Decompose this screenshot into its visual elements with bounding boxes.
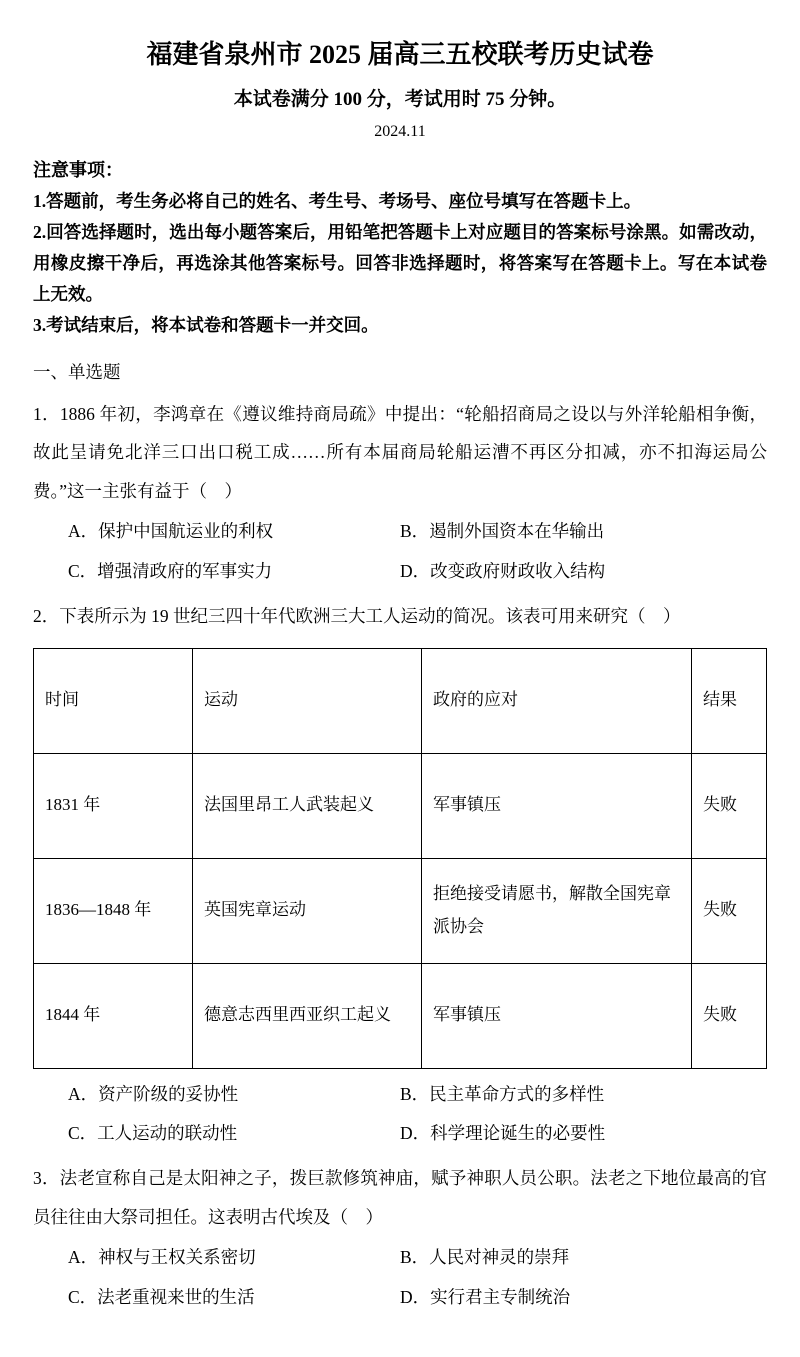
workers-movements-table (33, 648, 767, 1069)
question-1-options (33, 512, 767, 591)
question-1-option-d: D．改变政府财政收入结构 (400, 560, 606, 581)
paper-subtitle: 本试卷满分 100 分，考试用时 75 分钟。 (233, 88, 567, 110)
question-2-text: 2．下表所示为 19 世纪三四十年代欧洲三大工人运动的简况。该表可用来研究（ ） (33, 606, 681, 627)
table-cell-movement: 英国宪章运动 (193, 858, 422, 963)
table-row-1844 (34, 963, 767, 1068)
table-cell-result: 失败 (692, 858, 767, 963)
table-cell-result: 失败 (692, 753, 767, 858)
table-header-time: 时间 (34, 648, 193, 753)
question-1-option-b: B．遏制外国资本在华输出 (400, 521, 605, 542)
section-heading-single-choice: 一、单选题 (33, 361, 121, 382)
table-cell-result: 失败 (692, 963, 767, 1068)
question-3-option-b: B．人民对神灵的崇拜 (400, 1247, 570, 1268)
table-cell-response: 拒绝接受请愿书，解散全国宪章派协会 (422, 858, 692, 963)
table-cell-time: 1844 年 (34, 963, 193, 1068)
question-2-option-c: C．工人运动的联动性 (68, 1122, 238, 1143)
question-1-option-c: C．增强清政府的军事实力 (68, 560, 273, 581)
table-cell-response: 军事镇压 (422, 753, 692, 858)
table-header-row (34, 648, 767, 753)
question-2-options (33, 1075, 767, 1154)
table-header-movement: 运动 (193, 648, 422, 753)
question-1-option-a: A．保护中国航运业的利权 (68, 521, 274, 542)
question-3-option-a: A．神权与王权关系密切 (68, 1247, 256, 1268)
question-2-option-b: B．民主革命方式的多样性 (400, 1083, 605, 1104)
table-cell-movement: 法国里昂工人武装起义 (193, 753, 422, 858)
question-1-text: 1．1886 年初，李鸿章在《遵议维持商局疏》中提出：“轮船招商局之设以与外洋轮船相争衡，故此呈请免北洋三口出口税工成……所有本届商局轮船运漕不再区分扣减，亦不扣海运局公费。”这一主张有益于（ ） (33, 403, 767, 501)
table-row-1831 (34, 753, 767, 858)
table-cell-time: 1831 年 (34, 753, 193, 858)
table-cell-response: 军事镇压 (422, 963, 692, 1068)
paper-title: 福建省泉州市 2025 届高三五校联考历史试卷 (146, 40, 654, 69)
question-3-option-c: C．法老重视来世的生活 (68, 1286, 255, 1307)
question-3-option-d: D．实行君主专制统治 (400, 1286, 571, 1307)
question-2-option-d: D．科学理论诞生的必要性 (400, 1122, 606, 1143)
table-row-1836-1848 (34, 858, 767, 963)
question-3-text: 3．法老宣称自己是太阳神之子，拨巨款修筑神庙，赋予神职人员公职。法老之下地位最高的官员往往由大祭司担任。这表明古代埃及（ ） (33, 1168, 767, 1227)
table-cell-time: 1836—1848 年 (34, 858, 193, 963)
notice-item-2: 2.回答选择题时，选出每小题答案后，用铅笔把答题卡上对应题目的答案标号涂黑。如需改动，用橡皮擦干净后，再选涂其他答案标号。回答非选择题时，将答案写在答题卡上。写在本试卷上无效。 (33, 222, 767, 305)
notice-item-1: 1.答题前，考生务必将自己的姓名、考生号、考场号、座位号填写在答题卡上。 (33, 190, 642, 211)
table-header-result: 结果 (692, 648, 767, 753)
paper-date: 2024.11 (374, 123, 426, 141)
notice-item-3: 3.考试结束后，将本试卷和答题卡一并交回。 (33, 315, 379, 336)
question-3-options (33, 1238, 767, 1317)
notice-heading: 注意事项： (33, 160, 123, 181)
question-2-option-a: A．资产阶级的妥协性 (68, 1083, 239, 1104)
table-header-response: 政府的应对 (422, 648, 692, 753)
table-cell-movement: 德意志西里西亚织工起义 (193, 963, 422, 1068)
